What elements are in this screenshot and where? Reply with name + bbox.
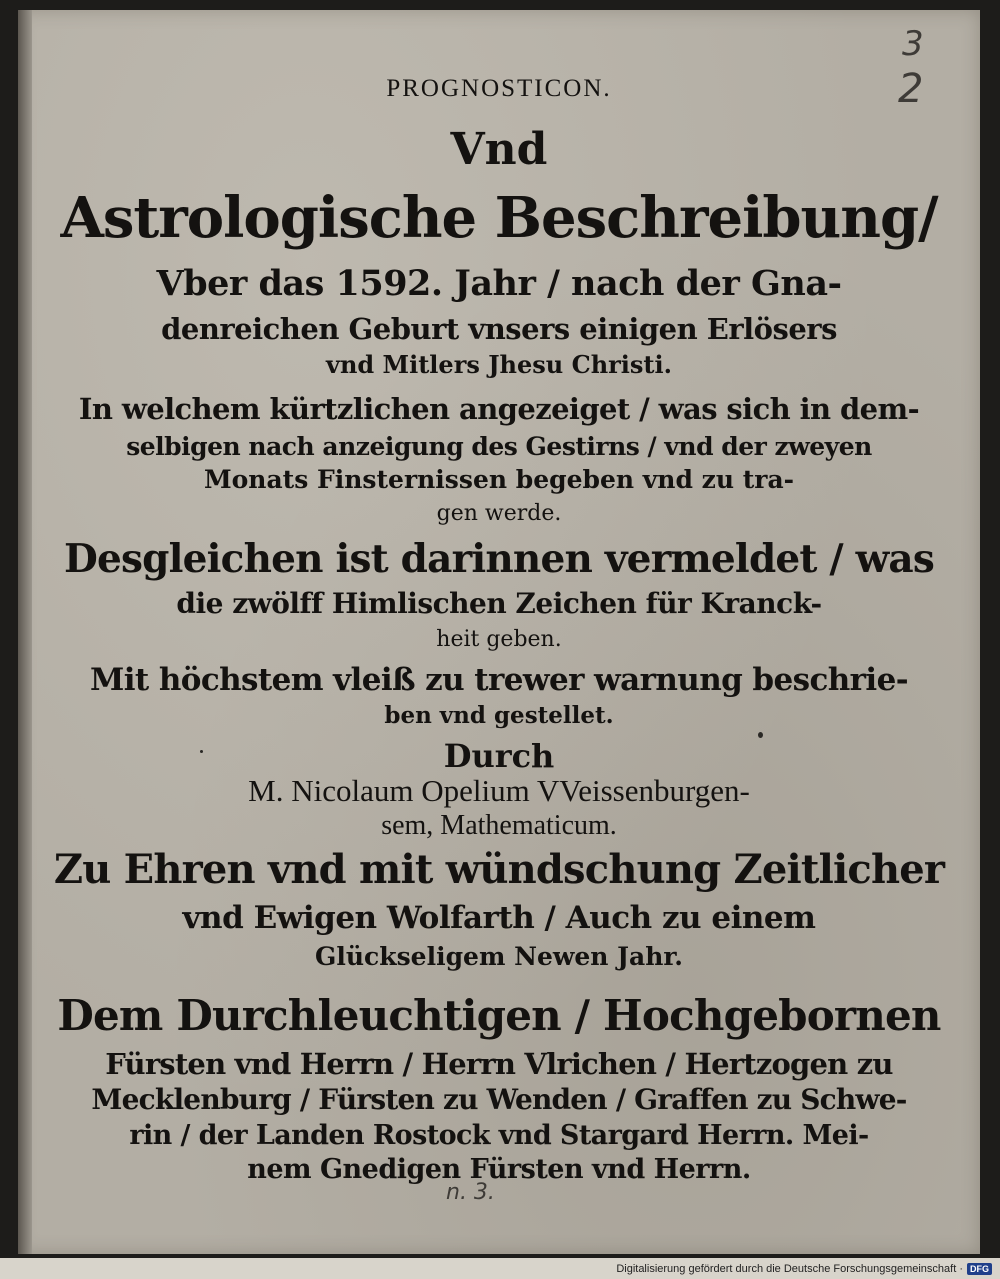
text-line-3: Monats Finsternissen begeben vnd zu tra- [203,465,795,494]
line-durch: Durch [443,737,555,775]
handwritten-number-top: 3 [902,24,924,64]
dedication-line-3: Glückseligem Newen Jahr. [315,942,683,971]
ink-speck [200,750,203,753]
author-name: M. Nicolaum Opelium VVeissenburgen- [248,773,750,808]
author-title: sem, Mathematicum. [381,810,617,841]
addressee-line-5: nem Gnedigen Fürsten vnd Herrn. [247,1154,751,1185]
dedication-heading: Zu Ehren vnd mit wündschung Zeitlicher [53,846,945,893]
addressee-line-4: rin / der Landen Rostock vnd Stargard Herrn. Mei- [129,1120,869,1151]
text-line-1: In welchem kürtzlichen angezeiget / was sich in dem- [78,392,920,426]
line-vnd: Vnd [450,124,548,175]
section-line-3: heit geben. [436,627,562,652]
addressee-heading: Dem Durchleuchtigen / Hochgebornen [57,991,941,1040]
title-line-year: Vber das 1592. Jahr / nach der Gna- [156,263,842,304]
main-title: Astrologische Beschreibung/ [60,185,938,251]
title-line-3: vnd Mitlers Jhesu Christi. [326,350,672,379]
text-line-4: gen werde. [436,501,562,526]
digitization-footer [616,1262,992,1276]
heading-prognosticon: PROGNOSTICON. [386,75,612,102]
warning-line-1: Mit höchstem vleiß zu trewer warnung beschrie- [90,662,908,698]
dfg-logo: DFG [967,1263,992,1275]
section-heading-kranckheit: Desgleichen ist darinnen vermeldet / was [63,536,935,582]
ink-speck [758,732,763,738]
text-line-2: selbigen nach anzeigung des Gestirns / vnd der zweyen [126,432,872,461]
dedication-line-2: vnd Ewigen Wolfarth / Auch zu einem [182,900,816,936]
footer-text: Digitalisierung gefördert durch die Deutsche Forschungsgemeinschaft · [616,1263,963,1275]
handwritten-bottom-mark: n. 3. [446,1180,495,1205]
addressee-line-3: Mecklenburg / Fürsten zu Wenden / Graffen zu Schwe- [91,1083,907,1116]
section-line-2: die zwölff Himlischen Zeichen für Kranck- [176,587,822,620]
title-line-2: denreichen Geburt vnsers einigen Erlösers [161,312,837,346]
handwritten-number-second: 2 [898,66,924,112]
title-page [18,10,980,1254]
warning-line-2: ben vnd gestellet. [384,702,614,729]
addressee-line-2: Fürsten vnd Herrn / Herrn Vlrichen / Hertzogen zu [105,1047,893,1081]
